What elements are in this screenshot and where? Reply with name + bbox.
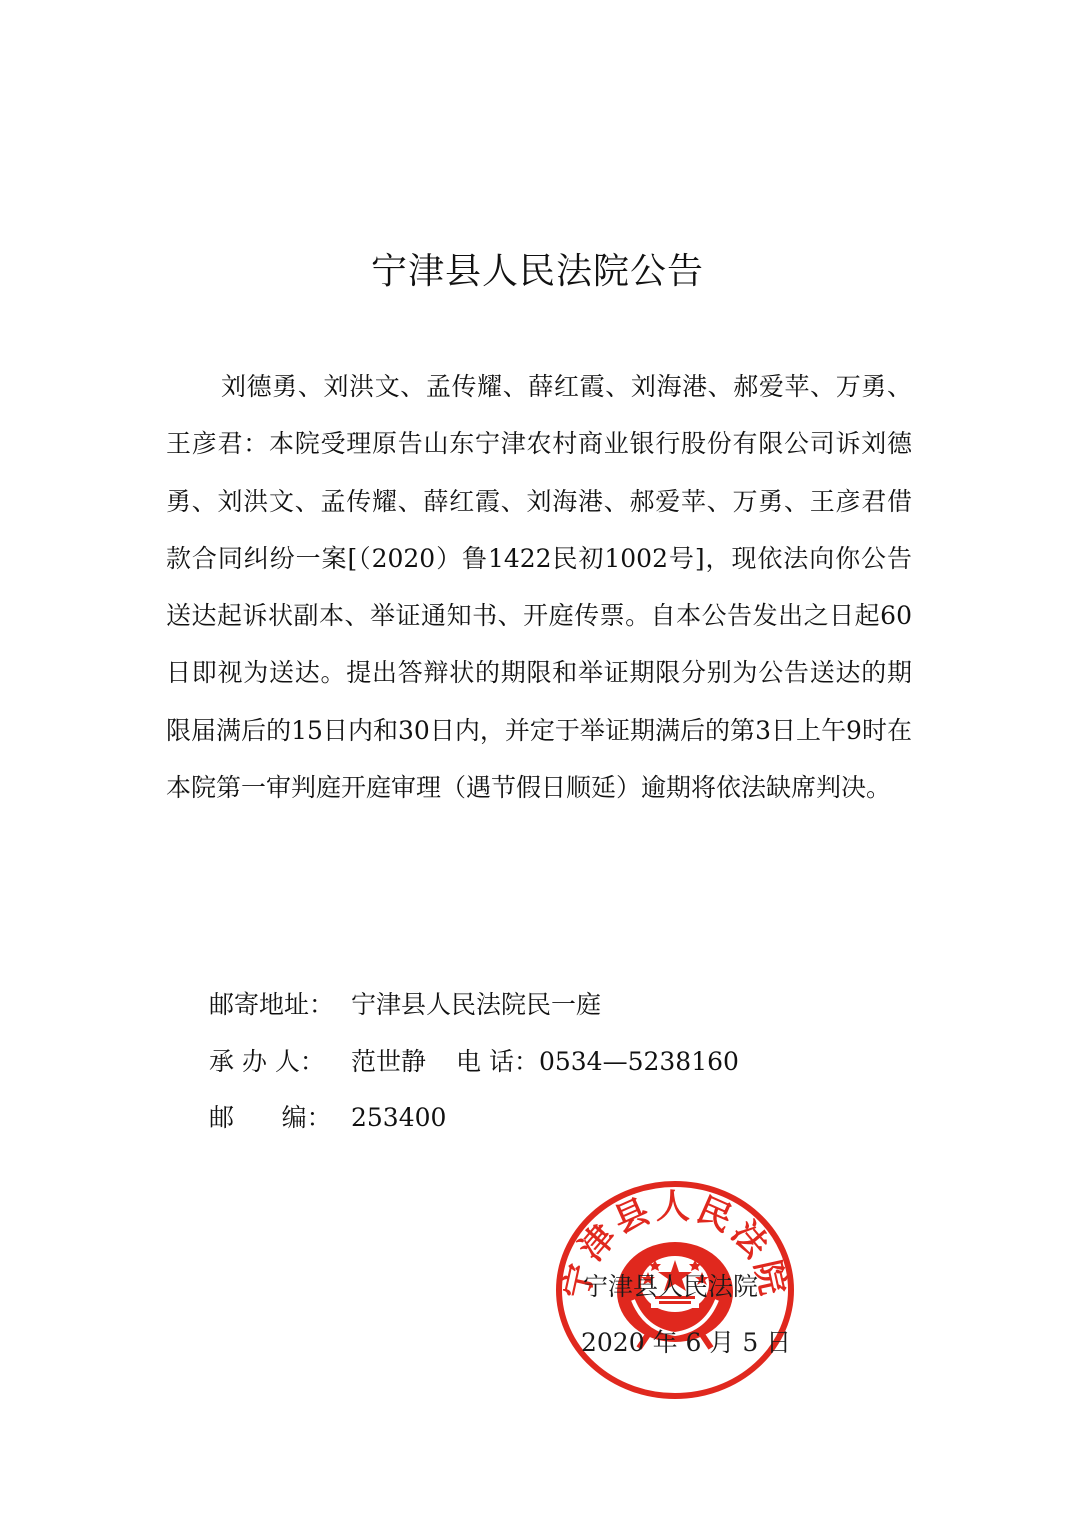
postcode-value: 253400 xyxy=(351,1103,447,1132)
phone-value: 0534—5238160 xyxy=(538,1047,739,1076)
handler-line xyxy=(209,1044,739,1080)
address-value: 宁津县人民法院民一庭 xyxy=(351,990,602,1019)
postcode-line xyxy=(209,1100,446,1136)
address-line xyxy=(209,987,601,1023)
svg-text:宁津县人民法院: 宁津县人民法院 xyxy=(556,1187,794,1303)
signature-date: 2020 年 6 月 5 日 xyxy=(581,1328,792,1357)
postcode-label: 邮 编： xyxy=(209,1103,332,1132)
handler-value: 范世静 xyxy=(351,1047,427,1076)
handler-label: 承 办 人： xyxy=(209,1047,325,1076)
notice-body: 刘德勇、刘洪文、孟传耀、薛红霞、刘海港、郝爱苹、万勇、王彦君：本院受理原告山东宁津农村商业银行股份有限公司诉刘德勇、刘洪文、孟传耀、薛红霞、刘海港、郝爱苹、万勇、王彦君借款合同纠纷一案[（2020）鲁1422民初1002号]，现依法向你公告送达起诉状副本、举证通知书、开庭传票。自本公告发出之日起60日即视为送达。提出答辩状的期限和举证期限分别为公告送达的期限届满后的15日内和30日内，并定于举证期满后的第3日上午9时在本院第一审判庭开庭审理（遇节假日顺延）逾期将依法缺席判决。 xyxy=(166,372,912,803)
phone-label: 电 话： xyxy=(456,1047,539,1076)
signature-court: 宁津县人民法院 xyxy=(583,1272,759,1301)
page-title: 宁津县人民法院公告 xyxy=(370,251,704,292)
address-label: 邮寄地址： xyxy=(209,990,335,1019)
